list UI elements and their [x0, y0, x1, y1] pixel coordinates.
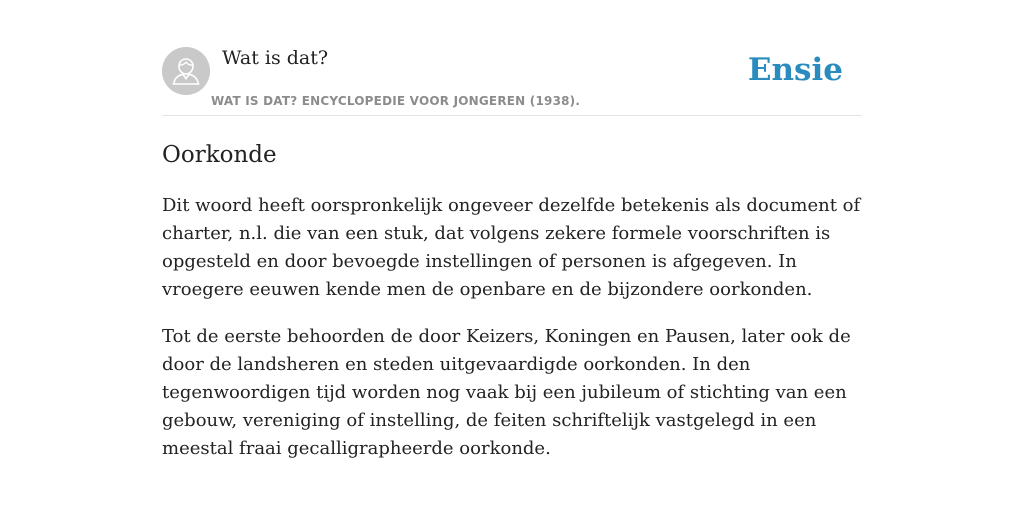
article-body: [162, 192, 862, 482]
article-paragraph: Dit woord heeft oorspronkelijk ongeveer dezelfde betekenis als document of charter, n.l. die van een stuk, dat volgens zekere formele voorschriften is opgesteld en door bevoegde instellingen of personen is afgegeven. In vroegere eeuwen kende men de openbare en de bijzondere oorkonden.: [162, 195, 861, 300]
user-avatar-icon[interactable]: [162, 47, 210, 95]
brand-logo[interactable]: Ensie: [747, 52, 843, 88]
author-name[interactable]: Wat is dat?: [222, 47, 329, 69]
page-header: [162, 40, 862, 116]
source-label: WAT IS DAT? ENCYCLOPEDIE VOOR JONGEREN (1938).: [211, 94, 581, 108]
article-title: Oorkonde: [162, 142, 277, 168]
article-paragraph: Tot de eerste behoorden de door Keizers, Koningen en Pausen, later ook de door de landsheren en steden uitgevaardigde oorkonden. In den tegenwoordigen tijd worden nog vaak bij een jubileum of stichting van een gebouw, vereniging of instelling, de feiten schriftelijk vastgelegd in een meestal fraai gecalligrapheerde oorkonde.: [162, 326, 851, 459]
